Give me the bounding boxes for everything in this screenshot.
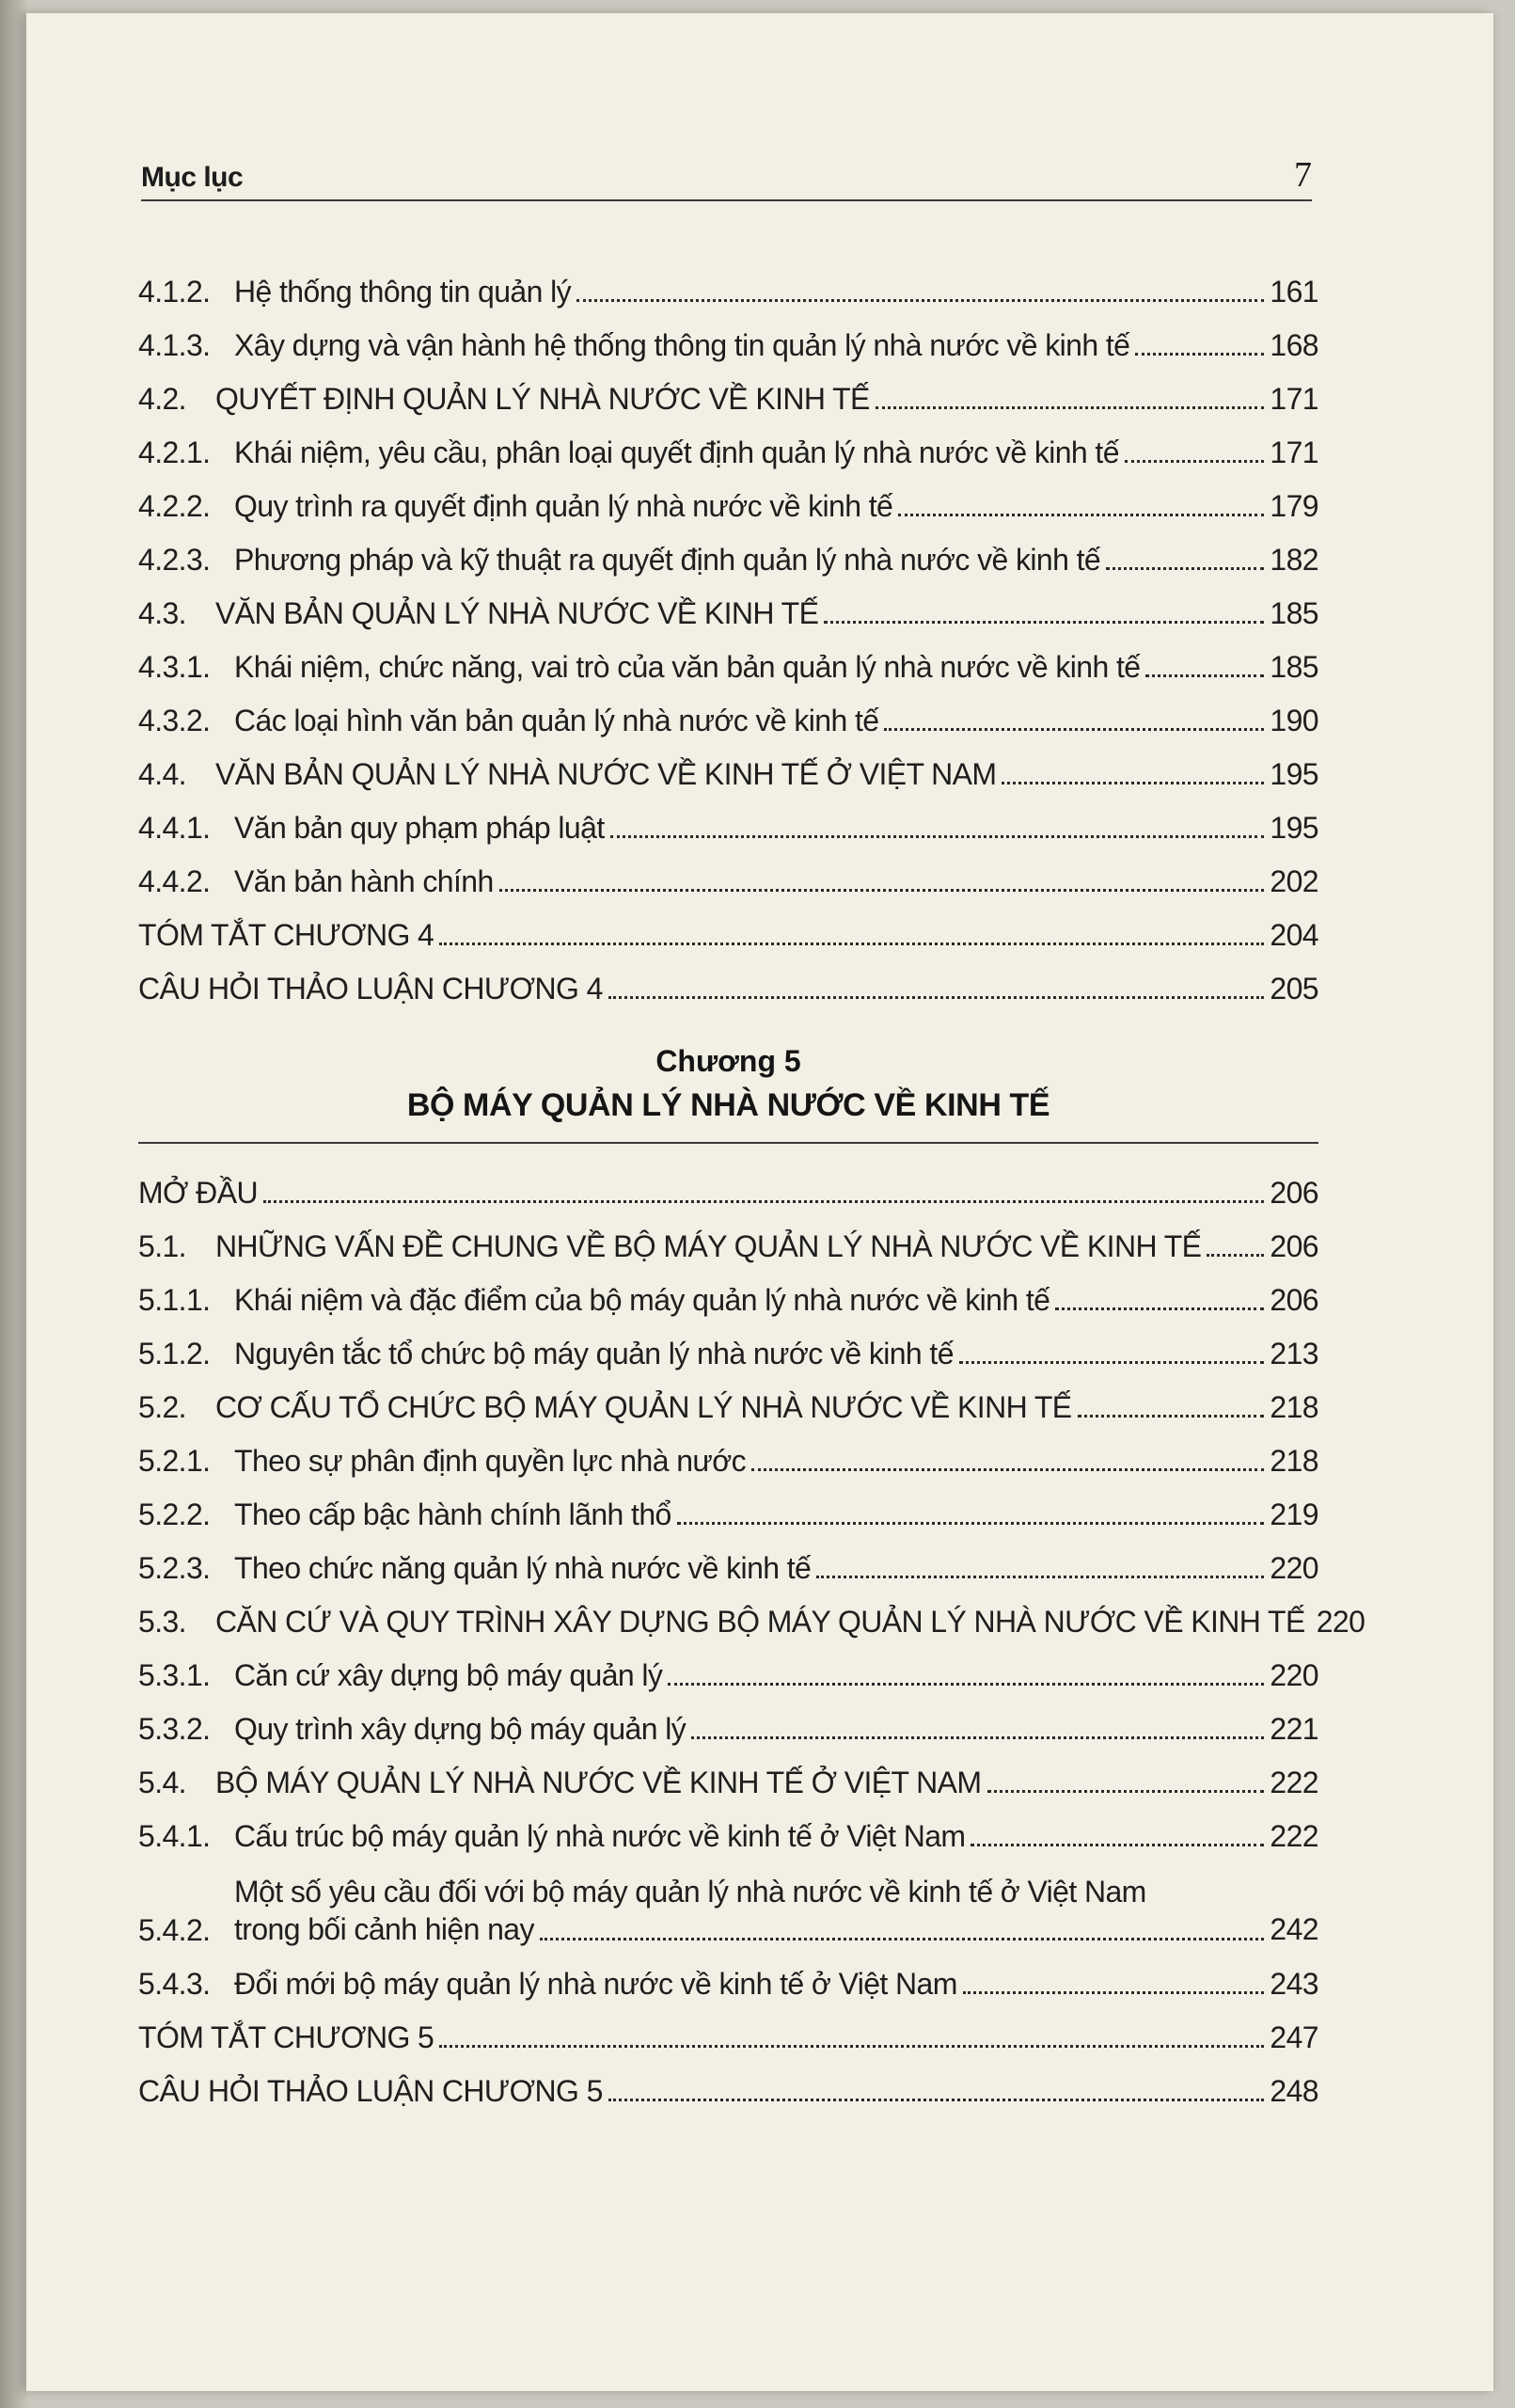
toc-entry[interactable] — [138, 958, 1318, 1012]
toc-entry-number: 5.3.1. — [138, 1658, 211, 1692]
toc-entry-title: Theo cấp bậc hành chính lãnh thổ — [234, 1497, 671, 1531]
toc-entry[interactable] — [138, 1323, 1318, 1377]
toc-entry-number: 4.4. — [138, 757, 186, 791]
toc-entry-page: 222 — [1270, 1766, 1318, 1799]
toc-entry-number: 4.2.3. — [138, 543, 211, 577]
toc-entry-title: Hệ thống thông tin quản lý — [234, 275, 572, 309]
toc-entry[interactable] — [138, 369, 1318, 422]
toc-entry-page: 213 — [1270, 1337, 1318, 1370]
toc-entry-number: 5.3. — [138, 1605, 186, 1639]
toc-entry[interactable] — [138, 1484, 1318, 1538]
dot-leader — [963, 1991, 1265, 1994]
toc-entry-page: 220 — [1270, 1658, 1318, 1692]
dot-leader — [898, 514, 1264, 516]
toc-entry-page: 219 — [1270, 1497, 1318, 1531]
toc-entry-number: 5.2. — [138, 1390, 186, 1424]
dot-leader — [1135, 353, 1264, 356]
toc-entry-title: VĂN BẢN QUẢN LÝ NHÀ NƯỚC VỀ KINH TẾ Ở VIỆT NAM — [215, 757, 997, 791]
toc-entry[interactable] — [138, 1699, 1318, 1752]
toc-entry-title: Phương pháp và kỹ thuật ra quyết định quản lý nhà nước về kinh tế — [234, 543, 1101, 577]
toc-entry-title: BỘ MÁY QUẢN LÝ NHÀ NƯỚC VỀ KINH TẾ Ở VIỆT NAM — [215, 1766, 982, 1799]
toc-entry[interactable] — [138, 905, 1318, 958]
toc-entry-page: 218 — [1270, 1444, 1318, 1478]
dot-leader — [439, 2045, 1264, 2048]
toc-entry-page: 185 — [1270, 596, 1318, 630]
toc-entry[interactable] — [138, 1270, 1318, 1323]
dot-leader — [1207, 1254, 1264, 1257]
toc-entry-page: 179 — [1270, 489, 1318, 523]
toc-entry-number: 4.3.1. — [138, 650, 211, 684]
dot-leader — [987, 1790, 1265, 1793]
toc-entry-page: 168 — [1270, 328, 1318, 362]
toc-entry-number: 5.3.2. — [138, 1712, 211, 1746]
toc-entry-page: 243 — [1270, 1967, 1318, 2001]
toc-entry-number: 4.2. — [138, 382, 186, 416]
toc-entry-title: Cấu trúc bộ máy quản lý nhà nước về kinh tế ở Việt Nam — [234, 1819, 966, 1853]
toc-entry-title: TÓM TẮT CHƯƠNG 5 — [138, 2020, 434, 2054]
toc-entry-title: CƠ CẤU TỔ CHỨC BỘ MÁY QUẢN LÝ NHÀ NƯỚC VỀ KINH TẾ — [215, 1390, 1072, 1424]
toc-entry-title: NHỮNG VẤN ĐỀ CHUNG VỀ BỘ MÁY QUẢN LÝ NHÀ NƯỚC VỀ KINH TẾ — [215, 1229, 1202, 1263]
toc-entry-title: Một số yêu cầu đối với bộ máy quản lý nhà nước về kinh tế ở Việt Nam — [234, 1875, 1146, 1909]
dot-leader — [959, 1361, 1265, 1364]
toc-entry-number: 4.1.2. — [138, 275, 211, 309]
toc-entry-number: 4.3.2. — [138, 704, 211, 737]
toc-entry-page: 221 — [1270, 1712, 1318, 1746]
toc-entry-page: 220 — [1316, 1605, 1365, 1639]
toc-list-chapter-4 — [138, 261, 1318, 1012]
toc-entry[interactable] — [138, 583, 1318, 637]
toc-entry-number: 5.1.1. — [138, 1283, 211, 1317]
toc-entry-page: 205 — [1270, 972, 1318, 1006]
dot-leader — [1145, 674, 1264, 677]
toc-entry[interactable] — [138, 1954, 1318, 2007]
chapter-heading — [138, 1012, 1318, 1163]
toc-entry-page: 190 — [1270, 704, 1318, 737]
toc-entry-number: 4.2.2. — [138, 489, 211, 523]
toc-entry-title: Văn bản quy phạm pháp luật — [234, 811, 605, 845]
dot-leader — [691, 1736, 1264, 1739]
toc-entry[interactable] — [138, 1645, 1318, 1699]
dot-leader — [499, 889, 1265, 892]
toc-entry-page: 222 — [1270, 1819, 1318, 1853]
toc-entry[interactable] — [138, 1806, 1318, 1860]
dot-leader — [608, 996, 1265, 999]
toc-entry[interactable] — [138, 798, 1318, 851]
toc-entry-title: QUYẾT ĐỊNH QUẢN LÝ NHÀ NƯỚC VỀ KINH TẾ — [215, 382, 870, 416]
dot-leader — [1106, 567, 1264, 570]
dot-leader — [1002, 782, 1264, 784]
dot-leader — [971, 1844, 1264, 1846]
toc-entry-number: 5.2.1. — [138, 1444, 211, 1478]
toc-entry-title: Khái niệm, chức năng, vai trò của văn bản quản lý nhà nước về kinh tế — [234, 650, 1141, 684]
dot-leader — [876, 406, 1265, 409]
toc-entry-title: CÂU HỎI THẢO LUẬN CHƯƠNG 4 — [138, 972, 603, 1006]
dot-leader — [610, 835, 1265, 838]
toc-entry-page: 182 — [1270, 543, 1318, 577]
toc-entry[interactable] — [138, 315, 1318, 369]
toc-entry-page: 171 — [1270, 382, 1318, 416]
toc-entry[interactable] — [138, 1752, 1318, 1806]
toc-entry-number: 5.4. — [138, 1766, 186, 1799]
toc-list-chapter-5-end — [138, 1954, 1318, 2115]
toc-entry-title-continued: trong bối cảnh hiện nay — [234, 1912, 534, 1946]
dot-leader — [1078, 1415, 1265, 1418]
dot-leader — [884, 728, 1264, 731]
chapter-title: BỘ MÁY QUẢN LÝ NHÀ NƯỚC VỀ KINH TẾ — [406, 1087, 1050, 1123]
toc-entry-number: 4.4.2. — [138, 864, 211, 898]
dot-leader — [608, 2099, 1265, 2101]
toc-entry-title: Các loại hình văn bản quản lý nhà nước về kinh tế — [234, 704, 879, 737]
dot-leader — [540, 1938, 1265, 1941]
toc-entry[interactable] — [138, 1377, 1318, 1431]
toc-entry-title: CĂN CỨ VÀ QUY TRÌNH XÂY DỰNG BỘ MÁY QUẢN LÝ NHÀ NƯỚC VỀ KINH TẾ — [215, 1605, 1305, 1639]
toc-entry[interactable] — [138, 1216, 1318, 1270]
chapter-label: Chương 5 — [655, 1044, 801, 1078]
toc-entry[interactable] — [138, 744, 1318, 798]
toc-entry[interactable] — [138, 1431, 1318, 1484]
toc-entry-page: 220 — [1270, 1551, 1318, 1585]
dot-leader — [1055, 1307, 1264, 1310]
header-title: Mục lục — [141, 162, 244, 193]
running-header — [141, 152, 1312, 201]
toc-entry-title: Văn bản hành chính — [234, 864, 494, 898]
toc-entry-page: 218 — [1270, 1390, 1318, 1424]
toc-entry-title: Theo sự phân định quyền lực nhà nước — [234, 1444, 746, 1478]
dot-leader — [668, 1683, 1264, 1686]
toc-entry-number: 5.4.3. — [138, 1967, 211, 2001]
toc-entry-title: Quy trình ra quyết định quản lý nhà nước về kinh tế — [234, 489, 893, 523]
toc-entry[interactable] — [138, 1860, 1318, 1954]
toc-entry[interactable] — [138, 530, 1318, 583]
toc-entry-page: 204 — [1270, 918, 1318, 952]
toc-entry[interactable] — [138, 2007, 1318, 2061]
toc-entry-page: 242 — [1270, 1912, 1318, 1946]
chapter-divider — [138, 1142, 1318, 1144]
toc-entry-number: 5.1. — [138, 1229, 186, 1263]
toc-entry[interactable] — [138, 476, 1318, 530]
table-of-contents — [138, 261, 1365, 2115]
toc-entry-page: 195 — [1270, 757, 1318, 791]
toc-entry[interactable] — [138, 2061, 1318, 2115]
toc-entry-title: Khái niệm, yêu cầu, phân loại quyết định quản lý nhà nước về kinh tế — [234, 436, 1119, 469]
toc-entry-title: Khái niệm và đặc điểm của bộ máy quản lý nhà nước về kinh tế — [234, 1283, 1050, 1317]
toc-entry-number: 4.4.1. — [138, 811, 211, 845]
toc-entry[interactable] — [138, 422, 1318, 476]
dot-leader — [751, 1468, 1264, 1471]
dot-leader — [1125, 460, 1265, 463]
page-number: 7 — [1294, 155, 1312, 195]
toc-entry-page: 206 — [1270, 1229, 1318, 1263]
toc-entry[interactable] — [138, 261, 1318, 315]
toc-entry-page: 171 — [1270, 436, 1318, 469]
toc-entry-number: 5.2.3. — [138, 1551, 211, 1585]
toc-entry-page: 185 — [1270, 650, 1318, 684]
toc-entry[interactable] — [138, 1538, 1318, 1592]
toc-entry-title: Quy trình xây dựng bộ máy quản lý — [234, 1712, 686, 1746]
toc-entry-number: 5.4.1. — [138, 1819, 211, 1853]
book-spine-shadow — [0, 0, 28, 2408]
toc-entry-number: 5.2.2. — [138, 1497, 211, 1531]
toc-entry-number: 4.1.3. — [138, 328, 211, 362]
toc-entry-page: 202 — [1270, 864, 1318, 898]
toc-entry-title: Theo chức năng quản lý nhà nước về kinh tế — [234, 1551, 812, 1585]
toc-entry-page: 248 — [1270, 2074, 1318, 2108]
toc-entry-title: Nguyên tắc tổ chức bộ máy quản lý nhà nước về kinh tế — [234, 1337, 954, 1370]
toc-entry-number: 4.3. — [138, 596, 186, 630]
toc-entry[interactable] — [138, 637, 1318, 690]
dot-leader — [576, 299, 1264, 302]
toc-entry-title: Đổi mới bộ máy quản lý nhà nước về kinh tế ở Việt Nam — [234, 1967, 957, 2001]
toc-entry-page: 195 — [1270, 811, 1318, 845]
dot-leader — [677, 1522, 1265, 1525]
dot-leader — [824, 621, 1264, 624]
toc-entry-title: MỞ ĐẦU — [138, 1176, 258, 1210]
toc-entry[interactable] — [138, 1163, 1318, 1216]
toc-list-chapter-5 — [138, 1163, 1365, 1860]
toc-entry-page: 206 — [1270, 1283, 1318, 1317]
toc-entry-number: 4.2.1. — [138, 436, 211, 469]
toc-entry-page: 247 — [1270, 2020, 1318, 2054]
dot-leader — [263, 1200, 1264, 1203]
toc-entry-number: 5.4.2. — [138, 1913, 211, 1947]
toc-entry-number: 5.1.2. — [138, 1337, 211, 1370]
dot-leader — [816, 1576, 1264, 1578]
toc-entry-title: Căn cứ xây dựng bộ máy quản lý — [234, 1658, 663, 1692]
toc-entry-title: Xây dựng và vận hành hệ thống thông tin quản lý nhà nước về kinh tế — [234, 328, 1130, 362]
toc-entry[interactable] — [138, 1592, 1365, 1645]
toc-entry-title: CÂU HỎI THẢO LUẬN CHƯƠNG 5 — [138, 2074, 603, 2108]
toc-entry[interactable] — [138, 690, 1318, 744]
toc-entry-page: 206 — [1270, 1176, 1318, 1210]
dot-leader — [439, 943, 1264, 945]
toc-entry-page: 161 — [1270, 275, 1318, 309]
toc-entry-title: VĂN BẢN QUẢN LÝ NHÀ NƯỚC VỀ KINH TẾ — [215, 596, 819, 630]
toc-entry[interactable] — [138, 851, 1318, 905]
toc-entry-title: TÓM TẮT CHƯƠNG 4 — [138, 918, 434, 952]
